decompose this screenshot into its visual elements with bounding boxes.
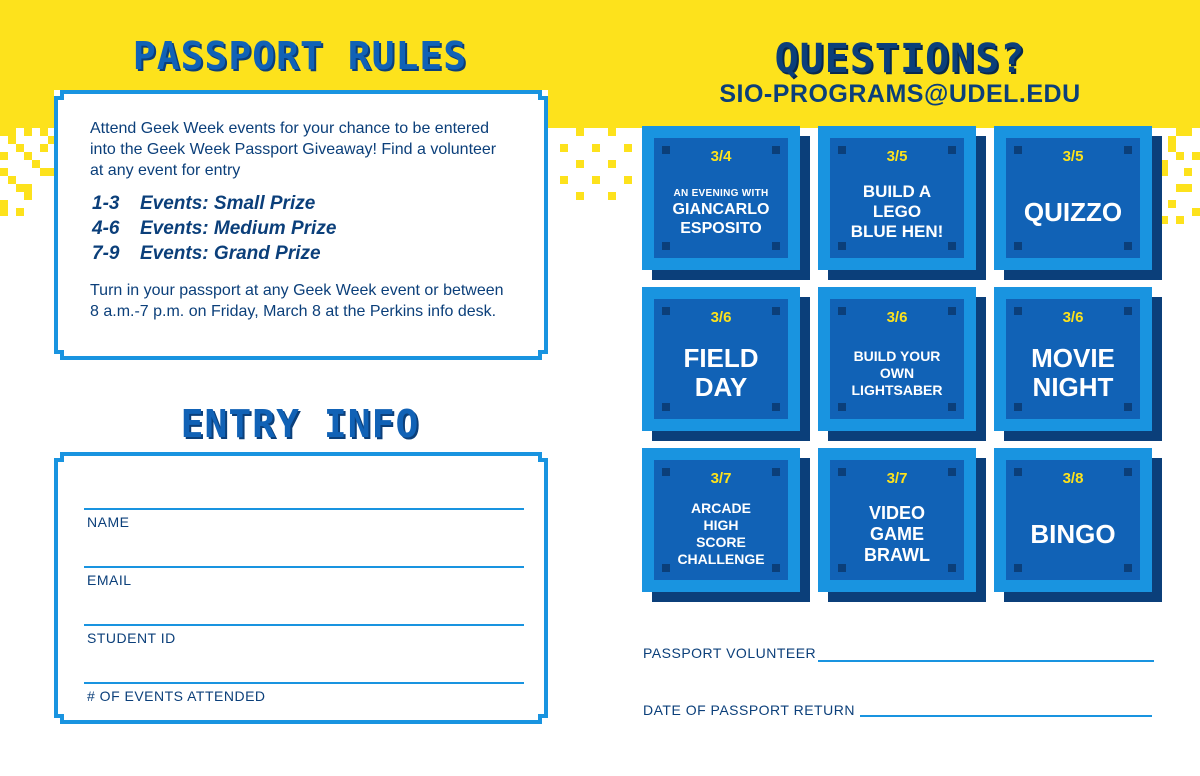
box-corner [538, 90, 548, 100]
student-id-field-line[interactable] [84, 624, 524, 626]
rules-intro: Attend Geek Week events for your chance to be entered into the Geek Week Passport Giveaway! Find a volunteer at any event for entry [90, 120, 497, 179]
entry-info-heading: ENTRY INFO [180, 402, 420, 446]
box-corner [538, 350, 548, 360]
prize-tier [92, 216, 512, 241]
prize-tier [92, 241, 512, 266]
events-attended-field-label: # OF EVENTS ATTENDED [87, 688, 266, 704]
tile-face [994, 126, 1152, 270]
event-name: GIANCARLO ESPOSITO [672, 200, 770, 237]
event-name: QUIZZO [1023, 196, 1123, 227]
prize-text: Events: Medium Prize [140, 218, 337, 239]
event-subtitle: AN EVENING WITH [673, 187, 769, 199]
event-tile [642, 287, 810, 441]
event-date: 3/7 [710, 470, 732, 487]
event-tile [818, 287, 986, 441]
event-title [1006, 494, 1140, 574]
event-title [654, 333, 788, 413]
event-title [830, 333, 964, 413]
event-name: ARCADE HIGH SCORE CHALLENGE [677, 500, 765, 567]
rules-turn-in: Turn in your passport at any Geek Week event or between 8 a.m.-7 p.m. on Friday, March 8 at the Perkins info desk. [90, 282, 504, 320]
tile-face [642, 126, 800, 270]
email-field-line[interactable] [84, 566, 524, 568]
passport-volunteer-label: PASSPORT VOLUNTEER [643, 645, 817, 661]
event-date: 3/6 [886, 309, 908, 326]
tile-face [642, 448, 800, 592]
event-date: 3/6 [710, 309, 732, 326]
passport-rules-box [54, 90, 548, 360]
questions-heading: QUESTIONS? [774, 36, 1026, 82]
event-tile [818, 448, 986, 602]
tile-face [818, 448, 976, 592]
event-name: BINGO [1030, 518, 1116, 549]
box-corner [54, 714, 64, 724]
tile-face [818, 287, 976, 431]
box-corner [538, 452, 548, 462]
event-name: BUILD YOUR OWN LIGHTSABER [851, 347, 943, 398]
event-tile [642, 448, 810, 602]
event-date: 3/4 [710, 148, 732, 165]
event-tile [642, 126, 810, 280]
email-field-label: EMAIL [87, 572, 132, 588]
event-title [830, 172, 964, 252]
passport-rules-heading: PASSPORT RULES [132, 34, 468, 78]
tile-face [994, 287, 1152, 431]
event-date: 3/7 [886, 470, 908, 487]
event-date: 3/6 [1062, 309, 1084, 326]
event-title [654, 494, 788, 574]
event-date: 3/5 [886, 148, 908, 165]
prize-text: Events: Grand Prize [140, 243, 321, 264]
event-title [1006, 172, 1140, 252]
event-name: VIDEO GAME BRAWL [864, 502, 930, 565]
events-attended-field-line[interactable] [84, 682, 524, 684]
tile-face [818, 126, 976, 270]
tile-face [994, 448, 1152, 592]
passport-return-line[interactable] [860, 715, 1152, 717]
event-name: MOVIE NIGHT [1031, 343, 1115, 402]
prize-text: Events: Small Prize [140, 193, 316, 214]
passport-return-label: DATE OF PASSPORT RETURN [643, 702, 855, 718]
box-corner [54, 452, 64, 462]
event-grid [642, 126, 1162, 602]
event-date: 3/8 [1062, 470, 1084, 487]
student-id-field-label: STUDENT ID [87, 630, 176, 646]
event-tile [818, 126, 986, 280]
box-corner [538, 714, 548, 724]
prize-range: 1-3 [92, 193, 120, 214]
event-title [1006, 333, 1140, 413]
entry-info-box [54, 452, 548, 724]
box-corner [54, 90, 64, 100]
event-title [654, 172, 788, 252]
tile-face [642, 287, 800, 431]
passport-volunteer-line[interactable] [818, 660, 1154, 662]
prize-list [92, 191, 512, 266]
prize-tier [92, 191, 512, 216]
box-corner [54, 350, 64, 360]
prize-range: 4-6 [92, 218, 120, 239]
event-name: BUILD A LEGO BLUE HEN! [850, 182, 944, 241]
name-field-line[interactable] [84, 508, 524, 510]
event-tile [994, 287, 1162, 441]
event-name: FIELD DAY [683, 343, 759, 402]
event-tile [994, 126, 1162, 280]
event-title [830, 494, 964, 574]
event-tile [994, 448, 1162, 602]
name-field-label: NAME [87, 514, 130, 530]
contact-email[interactable]: SIO-PROGRAMS@UDEL.EDU [719, 80, 1081, 108]
prize-range: 7-9 [92, 243, 120, 264]
event-date: 3/5 [1062, 148, 1084, 165]
